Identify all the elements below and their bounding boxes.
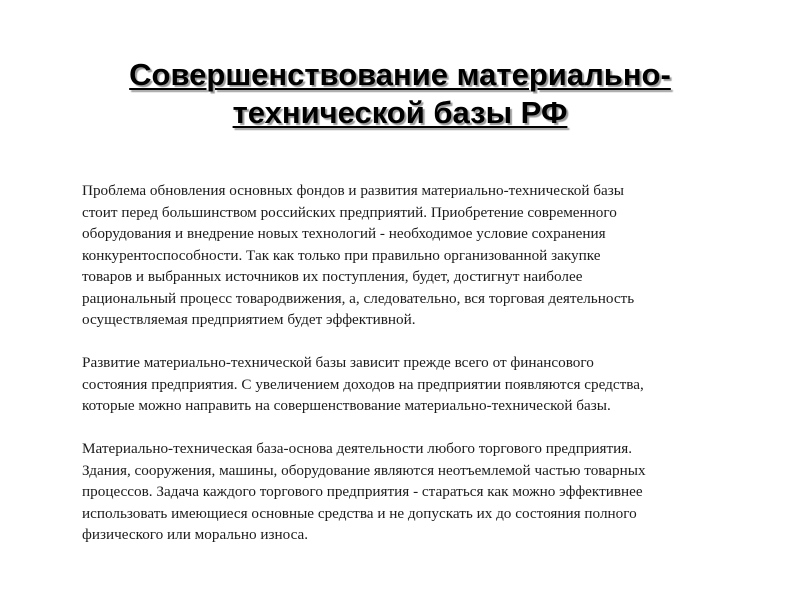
- text-line: Развитие материально-технической базы зависит прежде всего от финансового: [82, 354, 594, 371]
- paragraph-1: [82, 180, 732, 331]
- text-line: оборудования и внедрение новых технологий - необходимое условие сохранения: [82, 225, 606, 242]
- text-line: конкурентоспособности. Так как только при правильно организованной закупке: [82, 246, 601, 264]
- title-line-1: Совершенствование материально-: [129, 57, 671, 92]
- text-line: Здания, сооружения, машины, оборудование являются неотъемлемой частью товарных: [82, 461, 646, 479]
- text-line: Материально-техническая база-основа деятельности любого торгового предприятия.: [82, 440, 633, 457]
- text-line: рациональный процесс товародвижения, а, следовательно, вся торговая деятельность: [82, 289, 635, 307]
- text-line: процессов. Задача каждого торгового предприятия - стараться как можно эффективнее: [82, 483, 643, 500]
- slide-title: [60, 56, 740, 132]
- paragraph-2: [82, 352, 732, 417]
- text-line: осуществляемая предприятием будет эффективной.: [82, 311, 416, 328]
- text-line: использовать имеющиеся основные средства и не допускать их до состояния полного: [82, 504, 637, 522]
- slide-body: [82, 180, 732, 567]
- title-line-2: технической базы РФ: [232, 95, 568, 130]
- paragraph-3: [82, 438, 732, 546]
- text-line: стоит перед большинством российских предприятий. Приобретение современного: [82, 203, 617, 221]
- text-line: товаров и выбранных источников их поступления, будет, достигнут наиболее: [82, 268, 583, 285]
- text-line: Проблема обновления основных фондов и развития материально-технической базы: [82, 182, 624, 199]
- text-line: физического или морально износа.: [82, 526, 309, 543]
- text-line: которые можно направить на совершенствование материально-технической базы.: [82, 397, 611, 414]
- text-line: состояния предприятия. С увеличением доходов на предприятии появляются средства,: [82, 375, 644, 393]
